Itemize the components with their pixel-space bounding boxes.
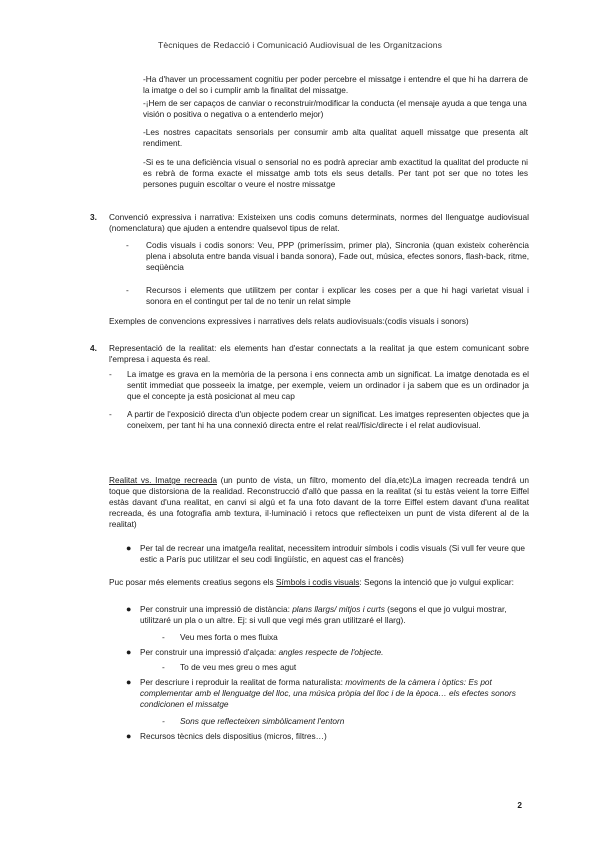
- simbols-heading: Símbols i codis visuals: [275, 577, 360, 587]
- item-3-examples: Exemples de convencions expressives i narratives dels relats audiovisuals:(codis visuals i sonors): [109, 316, 469, 326]
- paragraph-deficiency: -Si es te una deficiència visual o sensorial no es podrà apreciar amb exactitud la qualitat del producte ni es rebrà de forma exacte el missatge amb tots els seus detalls. Per tant pot ser que no totes les persones puguin escoltar o veure el nostre missatge: [143, 157, 528, 190]
- bullet-italic: angles respecte de l'objecte.: [278, 647, 384, 657]
- realitat-heading: Realitat vs. Imatge recreada: [109, 475, 217, 485]
- item-4-subitem-text: A partir de l'exposició directa d'un objecte podem crear un significat. Les imatges representen objectes que ja coneixem, per tant hi ha una connexió directa entre el relat real/físic/directe i el relat audiovisual.: [127, 409, 529, 431]
- simbols-intro-end: : Segons la intenció que jo vulgui explicar:: [359, 577, 514, 587]
- sub-text: Sons que reflecteixen simbòlicament l'entorn: [180, 716, 345, 726]
- simbols-bullet-naturalist: [126, 677, 529, 710]
- item-3-subitem: [126, 285, 529, 307]
- simbols-bullet-height: [126, 647, 529, 658]
- bullet-marker: ●: [126, 647, 132, 657]
- bullet-italic: moviments de la càmera i òptics: Es pot complementar amb el llenguatge del lloc, una música pròpia del lloc i de la època… els efectes sonors condicionen el missatge: [140, 677, 516, 710]
- simbols-sub-naturalist: [162, 716, 522, 727]
- page-header: Tècniques de Redacció i Comunicació Audiovisual de les Organitzacions: [158, 40, 442, 50]
- realitat-bullet-text: Per tal de recrear una imatge/la realitat, necessitem introduir símbols i codis visuals (Si vull fer veure que estic a París puc utilitzar el seu codi lingüístic, en aquest cas el francès): [140, 543, 526, 565]
- dash-marker: -: [162, 716, 165, 726]
- paragraph-conduct: -¡Hem de ser capaços de canviar o reconstruir/modificar la conducta (el mensaje ayuda a que tenga una visión o positiva o negativa o a entenderlo mejor): [143, 98, 527, 120]
- item-4-subitem: [109, 369, 529, 402]
- simbols-bullet-technical: [126, 731, 529, 742]
- dash-marker: -: [126, 285, 129, 295]
- item-4-subitem-text: La imatge es grava en la memòria de la persona i ens connecta amb un significat. La imatge denotada es el sentit immediat que posseeix la imatge, per exemple, veiem un ordinador i ja sabem que es un ordinador ja que el concepte ja està posicionat al meu cap: [127, 369, 529, 402]
- simbols-sub-height: [162, 662, 522, 673]
- simbols-intro-text: Puc posar més elements creatius segons els: [109, 577, 276, 587]
- item-4-number: 4.: [90, 343, 97, 353]
- simbols-bullet-height-text: [140, 647, 529, 658]
- item-3-subitem-text: Recursos i elements que utilitzem per contar i explicar les coses per a que hi hagi varietat visual i sonora en el contingut per tal de no tenir un relat simple: [146, 285, 529, 307]
- item-3-text: Convenció expressiva i narrativa: Existeixen uns codis comuns determinats, normes del llenguatge audiovisual (nomenclatura) que ajuden a entendre qualsevol tipus de relat.: [109, 212, 529, 234]
- bullet-tail: (segons el que jo vulgui mostrar, utilitzaré un pla o un altre. Ej: si vull que vegi més gran utilitzaré el llarg).: [140, 604, 507, 626]
- sub-text: Veu mes forta o mes fluixa: [180, 632, 278, 642]
- bullet-marker: ●: [126, 731, 132, 741]
- page-number: 2: [517, 800, 522, 810]
- dash-marker: -: [126, 240, 129, 250]
- paragraph-cognitive: -Ha d'haver un processament cognitiu per poder percebre el missatge i entendre el que hi ha darrera de la imatge o del so i cumplir amb la finalitat del missatge.: [143, 74, 528, 96]
- realitat-paragraph: [109, 475, 529, 530]
- bullet-italic: plans llargs/ mitjos i curts: [292, 604, 385, 614]
- simbols-intro: [109, 577, 529, 588]
- realitat-bullet: [126, 543, 529, 565]
- item-4-text: Representació de la realitat: els elements han d'estar connectats a la realitat ja que estem comunicant sobre l'empresa i aquesta és real.: [109, 343, 529, 365]
- bullet-lead: Per construir una impressió d'alçada:: [140, 647, 279, 657]
- sub-text: To de veu mes greu o mes agut: [180, 662, 297, 672]
- item-3-number: 3.: [90, 212, 97, 222]
- simbols-bullet-technical-text: Recursos tècnics dels dispositius (micros, filtres…): [140, 731, 327, 741]
- dash-marker: -: [162, 662, 165, 672]
- paragraph-sensory: -Les nostres capacitats sensorials per consumir amb alta qualitat aquell missatge que presenta alt rendiment.: [143, 127, 528, 149]
- item-4-subitem: [109, 409, 529, 431]
- bullet-lead: Per descriure i reproduir la realitat de forma naturalista:: [140, 677, 346, 687]
- item-3-subitem-text: Codis visuals i codis sonors: Veu, PPP (primeríssim, primer pla), Sincronia (quan existeix coherència plena i absoluta entre banda visual i banda sonora), Fade out, música, efectes sonors, flash-back, ritme, seqüència: [146, 240, 529, 273]
- bullet-marker: ●: [126, 604, 132, 614]
- simbols-bullet-distance: [126, 604, 529, 626]
- simbols-bullet-naturalist-text: [140, 677, 529, 710]
- bullet-lead: Per construir una impressió de distància:: [140, 604, 293, 614]
- bullet-marker: ●: [126, 543, 132, 553]
- simbols-sub-distance: [162, 632, 522, 643]
- simbols-bullet-distance-text: [140, 604, 529, 626]
- realitat-text: (un punto de vista, un filtro, momento del día,etc)La imagen recreada tendrá un toque que distorsiona de la realidad. Reconstrucció d'allò que passa en la realitat (si tu estàs veient la torre Eiffel estàs davant d'una realitat, en canvi si algú et fa una foto davant de la torre Eiffel estem davant d'una realitat recreada, és una fotografia amb textura, il·luminació i retocs que reflecteixen un punt de vista diferent al de la realitat): [109, 475, 529, 530]
- bullet-marker: ●: [126, 677, 132, 687]
- dash-marker: -: [162, 632, 165, 642]
- dash-marker: -: [109, 369, 112, 379]
- item-3-subitem: [126, 240, 529, 273]
- dash-marker: -: [109, 409, 112, 419]
